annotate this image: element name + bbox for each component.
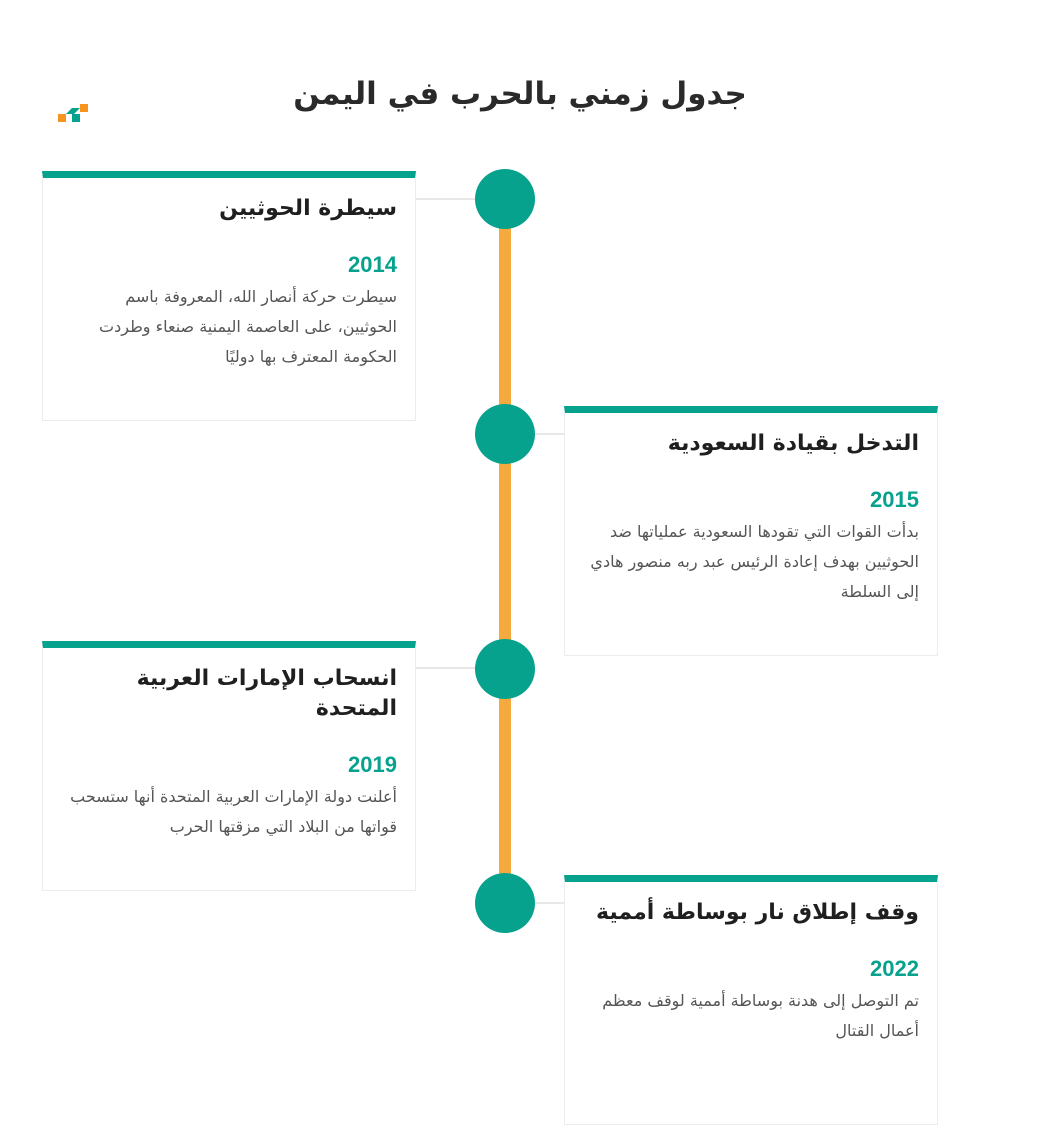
event-description: أعلنت دولة الإمارات العربية المتحدة أنها ستسحب قواتها من البلاد التي مزقتها الحرب <box>70 787 397 836</box>
event-description: بدأت القوات التي تقودها السعودية عملياتها ضد الحوثيين بهدف إعادة الرئيس عبد ربه منصور هادي إلى السلطة <box>590 522 919 601</box>
event-title: التدخل بقيادة السعودية <box>667 431 919 456</box>
timeline-spine <box>499 200 511 900</box>
event-title: انسحاب الإمارات العربية المتحدة <box>136 666 397 721</box>
timeline-node <box>475 639 535 699</box>
event-title: وقف إطلاق نار بوساطة أممية <box>596 900 919 925</box>
event-year: 2019 <box>348 752 397 777</box>
event-description: تم التوصل إلى هدنة بوساطة أممية لوقف معظم أعمال القتال <box>602 991 919 1040</box>
connector-line <box>416 198 480 200</box>
event-year: 2014 <box>348 252 397 277</box>
timeline-card-2015 <box>564 406 938 656</box>
timeline-card-2014 <box>42 171 416 421</box>
event-year: 2022 <box>870 956 919 981</box>
timeline-node <box>475 873 535 933</box>
timeline-node <box>475 169 535 229</box>
timeline-node <box>475 404 535 464</box>
connector-line <box>416 667 480 669</box>
page-title: جدول زمني بالحرب في اليمن <box>293 76 747 112</box>
timeline-card-2022 <box>564 875 938 1125</box>
timeline-card-2019 <box>42 641 416 891</box>
event-description: سيطرت حركة أنصار الله، المعروفة باسم الحوثيين، على العاصمة اليمنية صنعاء وطردت الحكومة المعترف بها دوليًا <box>99 287 397 366</box>
event-year: 2015 <box>870 487 919 512</box>
event-title: سيطرة الحوثيين <box>219 196 397 221</box>
